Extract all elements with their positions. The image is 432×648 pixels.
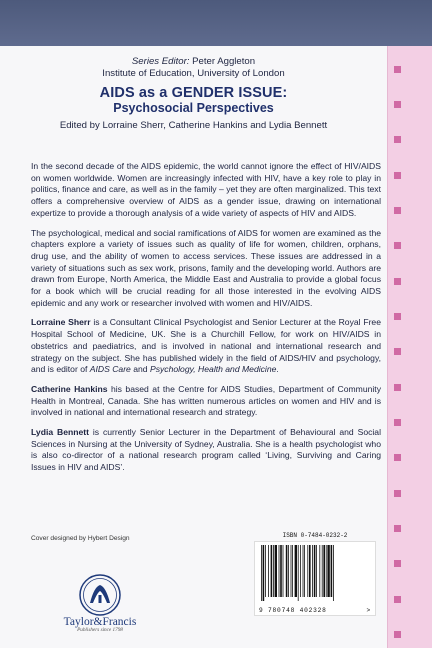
stripe-marker (394, 172, 401, 179)
barcode-bar (312, 545, 313, 597)
series-editor-name: Peter Aggleton (189, 56, 256, 67)
barcode-bar (280, 545, 282, 597)
stripe-marker (394, 348, 401, 355)
pink-side-stripe (387, 46, 432, 648)
journal-title: Psychology, Health and Medicine (149, 364, 277, 375)
barcode-bar (309, 545, 311, 597)
cover-header (0, 56, 387, 131)
barcode-bar (265, 545, 266, 597)
barcode-bar (304, 545, 305, 597)
price-mark: > (366, 607, 371, 614)
isbn-barcode-block (254, 532, 376, 616)
bio-lydia-bennett (31, 427, 381, 474)
barcode-bar (275, 545, 277, 597)
barcode-bar (333, 545, 334, 601)
barcode-bar (268, 545, 269, 597)
barcode-number-row (259, 606, 371, 614)
top-color-band (0, 0, 432, 46)
stripe-marker (394, 207, 401, 214)
barcode-bar (316, 545, 317, 597)
book-subtitle: Psychosocial Perspectives (113, 101, 274, 115)
institute-line: Institute of Education, University of London (102, 68, 285, 79)
bio-name: Lorraine Sherr (31, 317, 91, 328)
stripe-marker (394, 454, 401, 461)
cover-credit: Cover designed by Hybert Design (31, 535, 130, 542)
editors-line: Edited by Lorraine Sherr, Catherine Hankins and Lydia Bennett (59, 120, 328, 131)
book-title: AIDS as a GENDER ISSUE: (99, 85, 288, 101)
series-editor-line (0, 56, 387, 68)
publisher-logo (40, 573, 160, 633)
barcode-bar (298, 545, 299, 601)
bio-name: Catherine Hankins (31, 383, 108, 394)
barcode-bar (273, 545, 274, 597)
barcode-bar (271, 545, 273, 597)
barcode-bar (283, 545, 284, 597)
barcode-bar (326, 545, 327, 597)
bio-text: his based at the Centre for AIDS Studies, Department of Community Health in Montreal, Canada. She has written numerous articles on women and HIV and is involved in national and international research and strategy. (31, 383, 381, 418)
barcode-bar (307, 545, 308, 597)
stripe-marker (394, 419, 401, 426)
stripe-marker (394, 242, 401, 249)
stripe-marker (394, 525, 401, 532)
barcode-bar (300, 545, 301, 597)
bio-catherine-hankins (31, 384, 381, 419)
barcode-number: 9 780748 402328 (259, 607, 327, 614)
series-editor-label: Series Editor: (131, 56, 190, 67)
barcode-bar (292, 545, 293, 597)
barcode-bar (295, 545, 297, 597)
barcode-bar (291, 545, 292, 597)
stripe-marker (394, 101, 401, 108)
blurb-body (31, 161, 381, 482)
barcode-bar (322, 545, 323, 597)
stripe-marker (394, 560, 401, 567)
barcode-bar (288, 545, 289, 597)
bio-text: is a Consultant Clinical Psychologist and Senior Lecturer at the Royal Free Hospital School of Medicine, UK. She is a Churchill Fellow, for work on HIV/AIDS in obstetrics and paediatrics, and is involved in national and international research and strategy on the subject. She has published widely in the field of AIDS/HIV and psychology, and is editor of (31, 317, 381, 375)
stripe-marker (394, 278, 401, 285)
barcode-bar (327, 545, 329, 597)
stripe-marker (394, 631, 401, 638)
stripe-marker (394, 490, 401, 497)
barcode-bar (331, 545, 333, 597)
barcode-bar (286, 545, 288, 597)
barcode-bar (323, 545, 325, 597)
blurb-paragraph-1: In the second decade of the AIDS epidemic, the world cannot ignore the effect of HIV/AIDS on women worldwide. Women are increasingly infected with HIV, have a key role to play in politics, finance and care, as well as in the family – yet they are often marginalized. This text offers a comprehensive overview of AIDS as a gender issue, drawing on international expertize to provide a thorough analysis of a wide variety of aspects of HIV and AIDS. (31, 161, 381, 218)
stripe-marker (394, 596, 401, 603)
journal-title: AIDS Care (89, 364, 131, 375)
barcode-bar (279, 545, 280, 597)
bio-text: and (130, 364, 150, 375)
barcode (254, 541, 376, 616)
bio-name: Lydia Bennett (31, 427, 89, 438)
bio-text: . (276, 364, 279, 375)
stripe-marker (394, 136, 401, 143)
stripe-marker (394, 66, 401, 73)
barcode-bar (261, 545, 262, 601)
stripe-marker (394, 313, 401, 320)
barcode-bar (263, 545, 265, 601)
isbn-label: ISBN 0-7484-0232-2 (282, 532, 348, 539)
barcode-bar (314, 545, 316, 597)
blurb-paragraph-2: The psychological, medical and social ramifications of AIDS for women are examined as the chapters explore a variety of issues such as quality of life for women, children, orphans, drug use, and the ability of women to access services. These issues are addressed in a variety of situations such as sex work, prisons, family and the developing world. Authors are drawn from Europe, North America, the Middle East and Australia to provide a global focus for a book which will be crucial reading for all those interested in the evolving AIDS epidemic and any work or researcher involved with women and HIV/AIDS. (31, 227, 381, 308)
bio-lorraine-sherr (31, 317, 381, 376)
barcode-bars-icon (259, 545, 371, 601)
stripe-marker (394, 384, 401, 391)
barcode-bar (319, 545, 320, 597)
bio-text: is currently Senior Lecturer in the Department of Behavioural and Social Sciences in Nursing at the University of Sydney, Australia. She is a health psychologist who is also co-director of a national research program called ‘Living, Surviving and Caring Issues in HIV and AIDS’. (31, 427, 381, 473)
publisher-emblem-icon (78, 573, 122, 617)
publisher-tagline: Publishers since 1798 (77, 627, 123, 633)
barcode-bar (303, 545, 304, 597)
publisher-name: Taylor&Francis (63, 616, 137, 628)
